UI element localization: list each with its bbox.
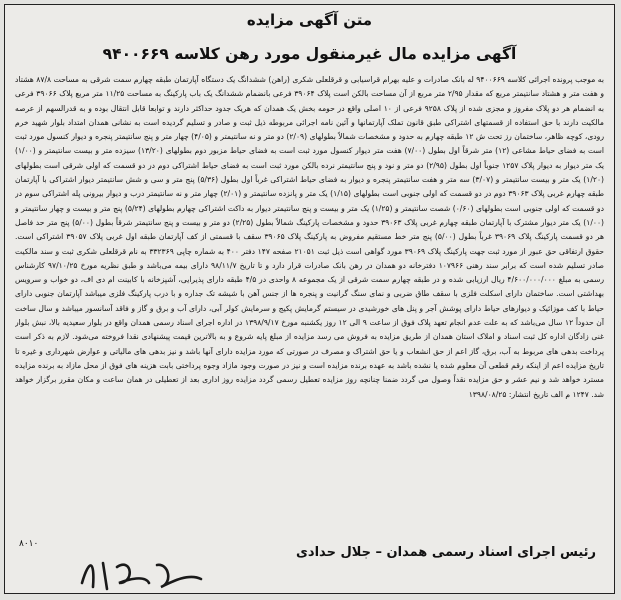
signature-mark: [77, 553, 207, 593]
notice-header: متن آگهی مزایده: [246, 11, 373, 29]
notice-footer: رئیس اجرای اسناد رسمی همدان – جلال حدادی: [296, 545, 596, 560]
notice-page: [4, 4, 615, 594]
notice-code: ۸۰۱۰: [19, 539, 39, 549]
notice-body-text: به موجب پرونده اجرائی کلاسه ۹۴۰۰۶۶۹ له بانک صادرات و علیه بهرام قراسیابی و قرقلعلی شکری (راهن) ششدانگ یک دستگاه آپارتمان طبقه چهارم سمت شرقی به مساحت ۸۷/۸ هشتاد و هفت متر و هشتاد سانتیمتر مربع که مقدار ۲/۹۵ متر مربع از آن مساحت بالکن است پلاک ۳۹۰۶۴ فرعی بانضمام ششدانگ یک باب پارکینگ به مساحت ۱۱/۲۵ متر مربع پلاک ۳۹۰۶۶ فرعی به انضمام هر دو پلاک مفروز و مجزی شده از پلاک ۹۲۵۸ فرعی از ۱۰ اصلی واقع در حومه بخش یک همدان که هریک جدود حداکثر دارند و توابعا قابل انتقال بوده و به قدرالسهم از عرصه مالکیت دارند با حق استفاده از قسمتهای اشتراکی طبق قانون تملک آپارتمانها و آئین نامه اجرائی مربوطه ذیل ثبت و صادر و تسلیم گردیده است به نشانی همدان امتداد بلوار شهید خرم رودی، کوچه ظاهر، ساختمان رز تحت ش ۱۲ طبقه چهارم به حدود و مشخصات شمالاً بطولهای (۲/۰۹) دو متر و نه سانتیمتر و (۴/۰۵) چهار متر و پنج سانتیمتر پنجره و دیوار کنسول مورد ثبت است به فضای حیاط مشاعی (۱۲) متر شرقاً اول بطول (۷/۰۰) هفت متر دیوار کنسول مورد ثبت است به فضای حیاط مزبور دوم بطولهای (۱۳/۲۰) سیزده متر و بیست سانتیمتر و (۱/۰۰) یک متر دیوار به دیوار پلاک ۱۲۵۷ جنوباً اول بطول (۲/۹۵) دو متر و نود و پنج سانتیمتر نرده بالکن مورد ثبت است به فضای حیاط اشتراکی دوم در دو قسمت که اولی شرقی است بطولهای (۱/۲۰) یک متر و بیست سانتیمتر و (۳/۰۷) سه متر و هفت سانتیمتر پنجره و دیوار به فضای حیاط اشتراکی غرباً اول بطول (۵/۳۶) پنج متر و سی و شش سانتیمتر دیوار اشتراکی با آپارتمان طبقه چهارم غربی پلاک ۳۹۰۶۳ دوم در دو قسمت که اولی جنوبی است بطولهای (۱/۱۵) یک متر و پانزده سانتیمتر و (۲/۰۱) چهار متر و نه سانتیمتر درب و دیوار بیرونی پله اشتراکی سوم در دو قسمت که اولی جنوبی است بطولهای (۰/۶۰) شصت سانتیمتر و (۱/۲۵) یک متر و بیست و پنج سانتیمتر دیوار به داکت اشتراکی چهارم بطولهای (۵/۲۴) پنج متر و بیست و چهار سانتیمتر و (۱/۰۰) یک متر دیوار مشترک با آپارتمان طبقه چهارم غربی پلاک ۳۹۰۶۳ حدود و مشخصات پارکینگ شمالاً بطول (۲/۲۵) دو متر و بیست و پنج سانتیمتر شرقاً بطول (۵/۰۰) پنج متر حد فاصل هر دو قسمت پارکینگ پلاک ۳۹۰۶۹ غرباً بطول (۵/۰۰) پنج متر خط مستقیم مفروض به پارکینگ پلاک ۳۹۰۶۵ سقف با قسمتی از کف آپارتمان طبقه اول غربی پلاک ۳۹۰۵۷ اشتراکی است. حقوق ارتفاقی حق عبور از مورد ثبت جهت پارکینگ پلاک ۳۹۰۶۹ مورد گواهی است ذیل ثبت ۲۱۰۵۱ صفحه ۱۴۷ دفتر ۴۰۰ به شماره چاپی ۳۳۲۳۶۹ به نام قرقلعلی شکری ثبت و سند مالکیت صادر تسلیم شده است که برابر سند رهنی ۱۰۷۹۶۶ دفترخانه دو همدان در رهن بانک صادرات قرار دارد و تا تاریخ ۹۸/۱۱/۷ دارای بیمه می‌باشد و طبق نظریه مورخ ۹۷/۱۰/۲۵ کارشناس رسمی به مبلغ ۴/۶۰۰/۰۰۰/۰۰۰ ریال ارزیابی شده و در طبقه چهارم سمت شرقی از یک مجموعه ۸ واحدی در ۴/۵ طبقه دارای پذیرایی، آشپزخانه با کابینت ام دی اف، دو خواب و سرویس بهداشتی است. ساختمان دارای اسکلت فلزی با سقف طاق ضربی و نمای سنگ گرانیت و پنجره ها از جنس آهن با شیشه تک جداره و با درب پارکینگ فلزی میباشد آپارتمان جنوبی دارای حیاط با کف موزائیک و دیوارهای حیاط دارای پوشش آجر و پنل های خورشیدی در سیستم گرمایش پکیج و سرمایش کولر آبی، دارای آب و برق و گاز و فاقد آسانسور میباشد و سال ساخت آن حدوداً ۱۲ سال می‌باشد که به علت عدم انجام تعهد پلاک فوق از ساعت ۹ الی ۱۲ روز یکشنبه مورخ ۱۳۹۸/۹/۱۷ در اداره اجرای اسناد رسمی همدان واقع در بلوار سعیدیه بالا، نبش بلوار غنی زادگان اداره کل ثبت اسناد و املاک استان همدان از طریق مزایده به فروش می رسد مزایده از مبلغ پایه شروع و به بالاترین قیمت پیشنهادی نقدا فروخته می‌شود. لازم به ذکر است پرداخت بدهی های مربوط به آب، برق، گاز اعم از حق انشعاب و یا حق اشتراک و مصرف در صورتی که مورد مزایده دارای آنها باشد و نیز بدهی های مالیاتی و عوارض شهرداری و غیره تا تاریخ مزایده اعم از اینکه رقم قطعی آن معلوم شده یا نشده باشد به عهده برنده مزایده است و نیز در صورت وجود مازاد وجوه پرداختی بابت هزینه های فوق از محل مازاد به برنده مزایده مسترد خواهد شد و نیم عشر و حق مزایده نقداً وصول می گردد ضمنا چنانچه روز مزایده تعطیل رسمی گردد مزایده روز اداری بعد از تعطیلی در همان ساعت و مکان مقرر برگزار خواهد شد. ۱۲۴۷ م الف: [15, 75, 604, 399]
publication-date: تاریخ انتشار: ۱۳۹۸/۰۸/۲۵: [468, 389, 549, 399]
notice-body: [15, 73, 604, 535]
notice-subheader: آگهی مزایده مال غیرمنقول مورد رهن کلاسه ۹۴۰۰۶۶۹: [102, 45, 517, 63]
